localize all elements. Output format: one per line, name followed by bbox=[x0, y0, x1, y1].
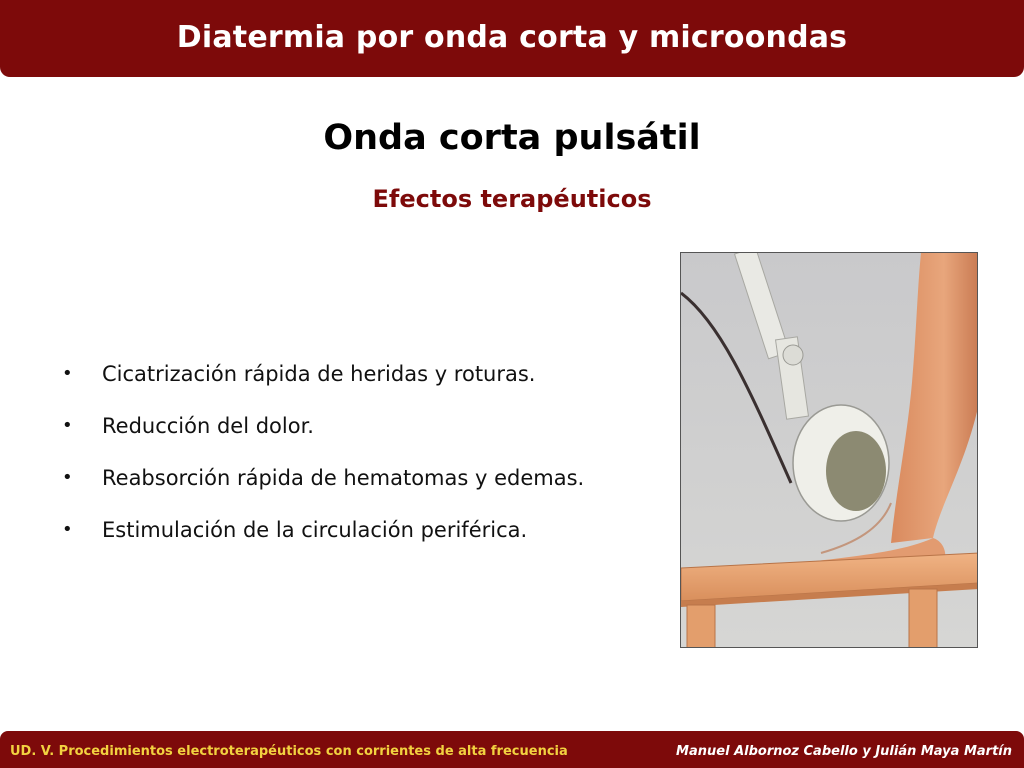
footer-course-title: UD. V. Procedimientos electroterapéuticos con corrientes de alta frecuencia bbox=[10, 744, 568, 759]
bullet-dot-icon: • bbox=[62, 467, 73, 488]
slide-title: Onda corta pulsátil bbox=[323, 118, 701, 158]
bullet-text: Reabsorción rápida de hematomas y edemas. bbox=[102, 466, 585, 490]
bullet-item bbox=[60, 516, 660, 568]
bullet-text: Cicatrización rápida de heridas y roturas. bbox=[102, 362, 536, 386]
bullet-dot-icon: • bbox=[62, 415, 73, 436]
footer-authors: Manuel Albornoz Cabello y Julián Maya Martín bbox=[676, 744, 1012, 759]
therapy-photo bbox=[680, 252, 978, 648]
footer-bar bbox=[0, 731, 1024, 768]
header-title: Diatermia por onda corta y microondas bbox=[176, 20, 848, 55]
diathermy-foot-illustration bbox=[681, 253, 978, 648]
slide-subtitle: Efectos terapéuticos bbox=[372, 185, 652, 213]
header-bar bbox=[0, 0, 1024, 77]
bullet-list bbox=[60, 360, 660, 568]
bullet-item bbox=[60, 464, 660, 516]
bullet-item bbox=[60, 360, 660, 412]
bullet-text: Reducción del dolor. bbox=[102, 414, 314, 438]
bullet-text: Estimulación de la circulación periférica. bbox=[102, 518, 528, 542]
bullet-dot-icon: • bbox=[62, 519, 73, 540]
bullet-item bbox=[60, 412, 660, 464]
bullet-dot-icon: • bbox=[62, 363, 73, 384]
